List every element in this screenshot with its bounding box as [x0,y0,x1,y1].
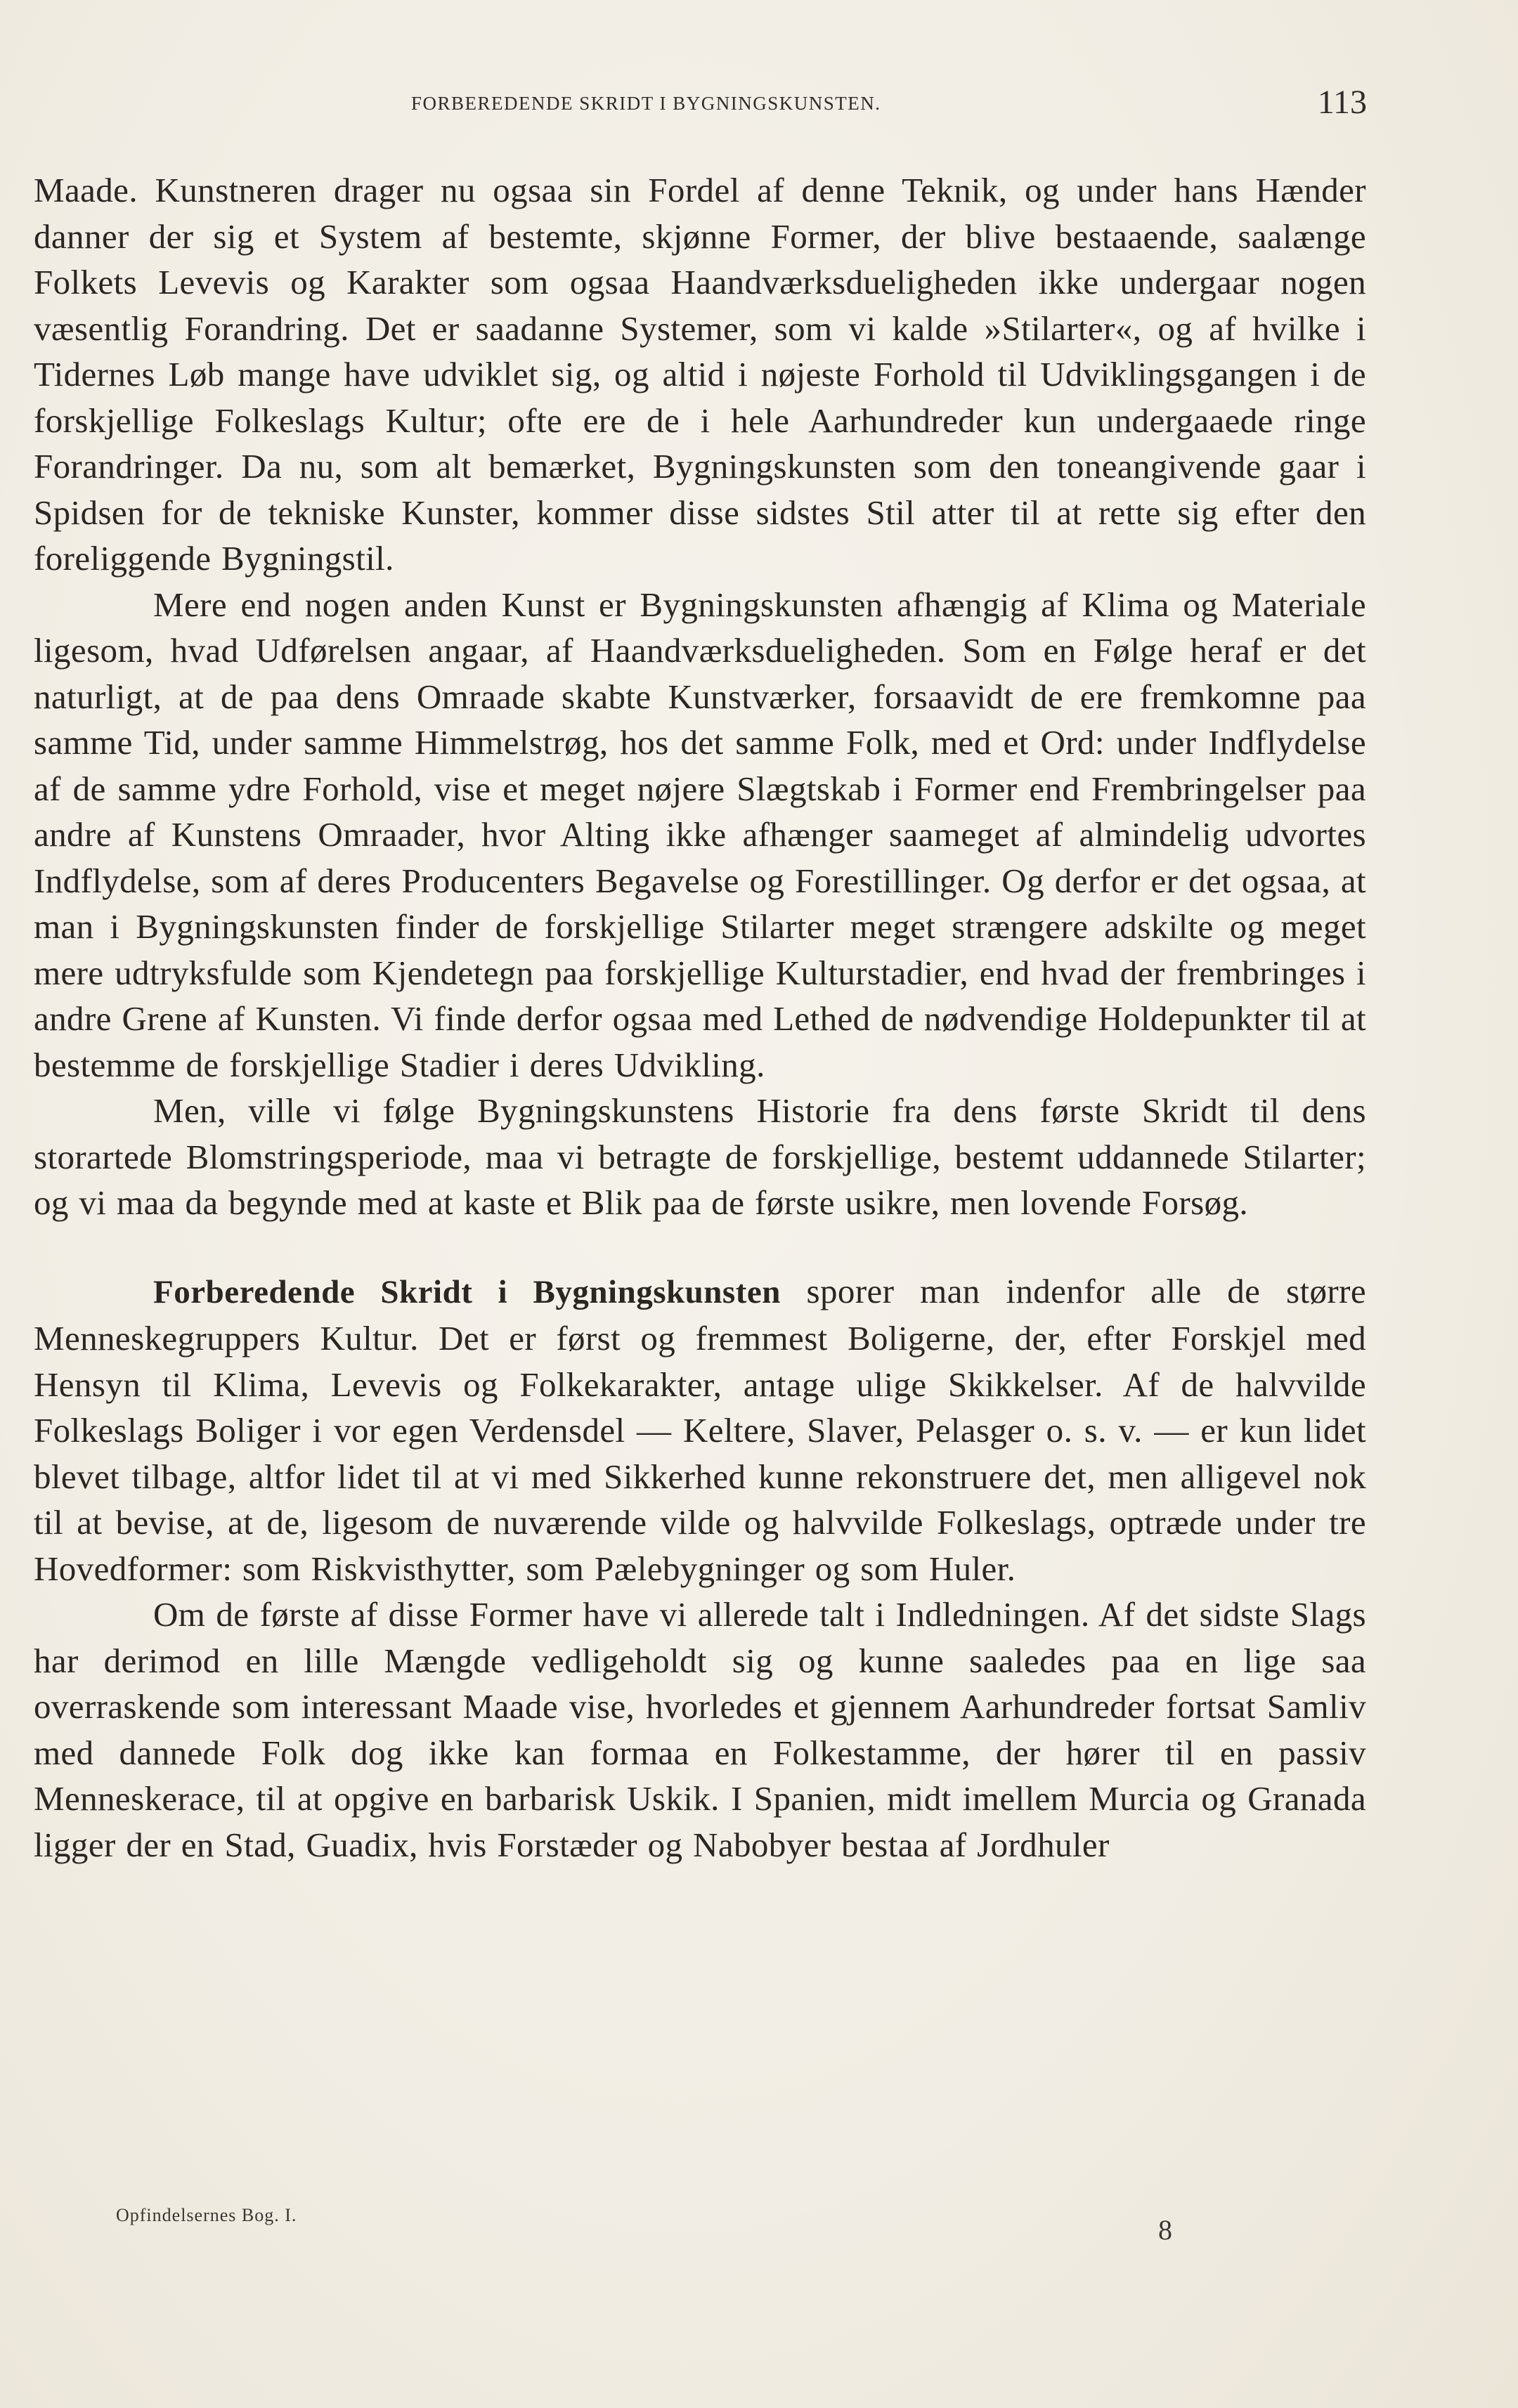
paragraph-5: Om de første af disse Former have vi allerede talt i Indledningen. Af det sidste Slags har derimod en lille Mængde vedligeholdt sig og kunne saaledes paa en lige saa overraskende som interessant Maade vise, hvorledes et gjennem Aarhundreder fortsat Samliv med dannede Folk dog ikke kan formaa en Folkestamme, der hører til en passiv Menneskerace, til at opgive en barbarisk Uskik. I Spanien, midt imellem Murcia og Granada ligger der en Stad, Guadix, hvis Forstæder og Nabobyer bestaa af Jordhuler [34,1595,1366,1864]
page-number: 113 [1317,84,1367,121]
paragraph-3: Men, ville vi følge Bygningskunstens Historie fra dens første Skridt til dens storartede Blomstringsperiode, maa vi betragte de forskjellige, bestemt uddannede Stilarter; og vi maa da begynde med at kaste et Blik paa de første usikre, men lovende Forsøg. [34,1091,1366,1222]
section-heading: Forberedende Skridt i Bygningskunsten [153,1273,781,1310]
main-text [34,167,1366,1868]
paragraph-1: Maade. Kunstneren drager nu ogsaa sin Fordel af denne Teknik, og under hans Hænder danner der sig et System af bestemte, skjønne Former, der blive bestaaende, saalænge Folkets Levevis og Karakter som ogsaa Haandværksdueligheden ikke undergaar nogen væsentlig Forandring. Det er saadanne Systemer, som vi kalde »Stilarter«, og af hvilke i Tidernes Løb mange have udviklet sig, og altid i nøjeste Forhold til Udviklingsgangen i de forskjellige Folkeslags Kultur; ofte ere de i hele Aarhundreder kun undergaaede ringe Forandringer. Da nu, som alt bemærket, Bygningskunsten som den toneangivende gaar i Spidsen for de tekniske Kunster, kommer disse sidstes Stil atter til at rette sig efter den foreliggende Bygningstil. [34,171,1366,578]
signature-mark: 8 [1158,2214,1172,2246]
running-title: FORBEREDENDE SKRIDT I BYGNINGSKUNSTEN. [411,93,881,114]
paragraph-2: Mere end nogen anden Kunst er Bygningskunsten afhængig af Klima og Materiale ligesom, hvad Udførelsen angaar, af Haandværksdueligheden. Som en Følge heraf er det naturligt, at de paa dens Omraade skabte Kunstværker, forsaavidt de ere fremkomne paa samme Tid, under samme Himmelstrøg, hos det samme Folk, med et Ord: under Indflydelse af de samme ydre Forhold, vise et meget nøjere Slægtskab i Former end Frembringelser paa andre af Kunstens Omraader, hvor Alting ikke afhænger saameget af almindelig udvortes Indflydelse, som af deres Producenters Begavelse og Forestillinger. Og derfor er det ogsaa, at man i Bygningskunsten finder de forskjellige Stilarter meget strængere adskilte og meget mere udtryksfulde som Kjendetegn paa forskjellige Kulturstadier, end hvad der frembringes i andre Grene af Kunsten. Vi finde derfor ogsaa med Lethed de nødvendige Holdepunkter til at bestemme de forskjellige Stadier i deres Udvikling. [34,585,1366,1084]
section-lead-text: sporer man indenfor alle de større Menneskegruppers Kultur. Det er først og fremmest Boligerne, der, efter Forskjel med Hensyn til Klima, Levevis og Folkekarakter, antage ulige Skikkelser. Af de halvvilde Folkeslags Boliger i vor egen Verdensdel — Keltere, Slaver, Pelasger o. s. v. — er kun lidet blevet tilbage, altfor lidet til at vi med Sikkerhed kunne rekonstruere det, men alligevel nok til at bevise, at de, ligesom de nuværende vilde og halvvilde Folkeslags, optræde under tre Hovedformer: som Riskvisthytter, som Pælebygninger og som Huler. [34,1271,1366,1588]
section-paragraph [34,1268,1366,1592]
book-reference: Opfindelsernes Bog. I. [116,2205,297,2225]
